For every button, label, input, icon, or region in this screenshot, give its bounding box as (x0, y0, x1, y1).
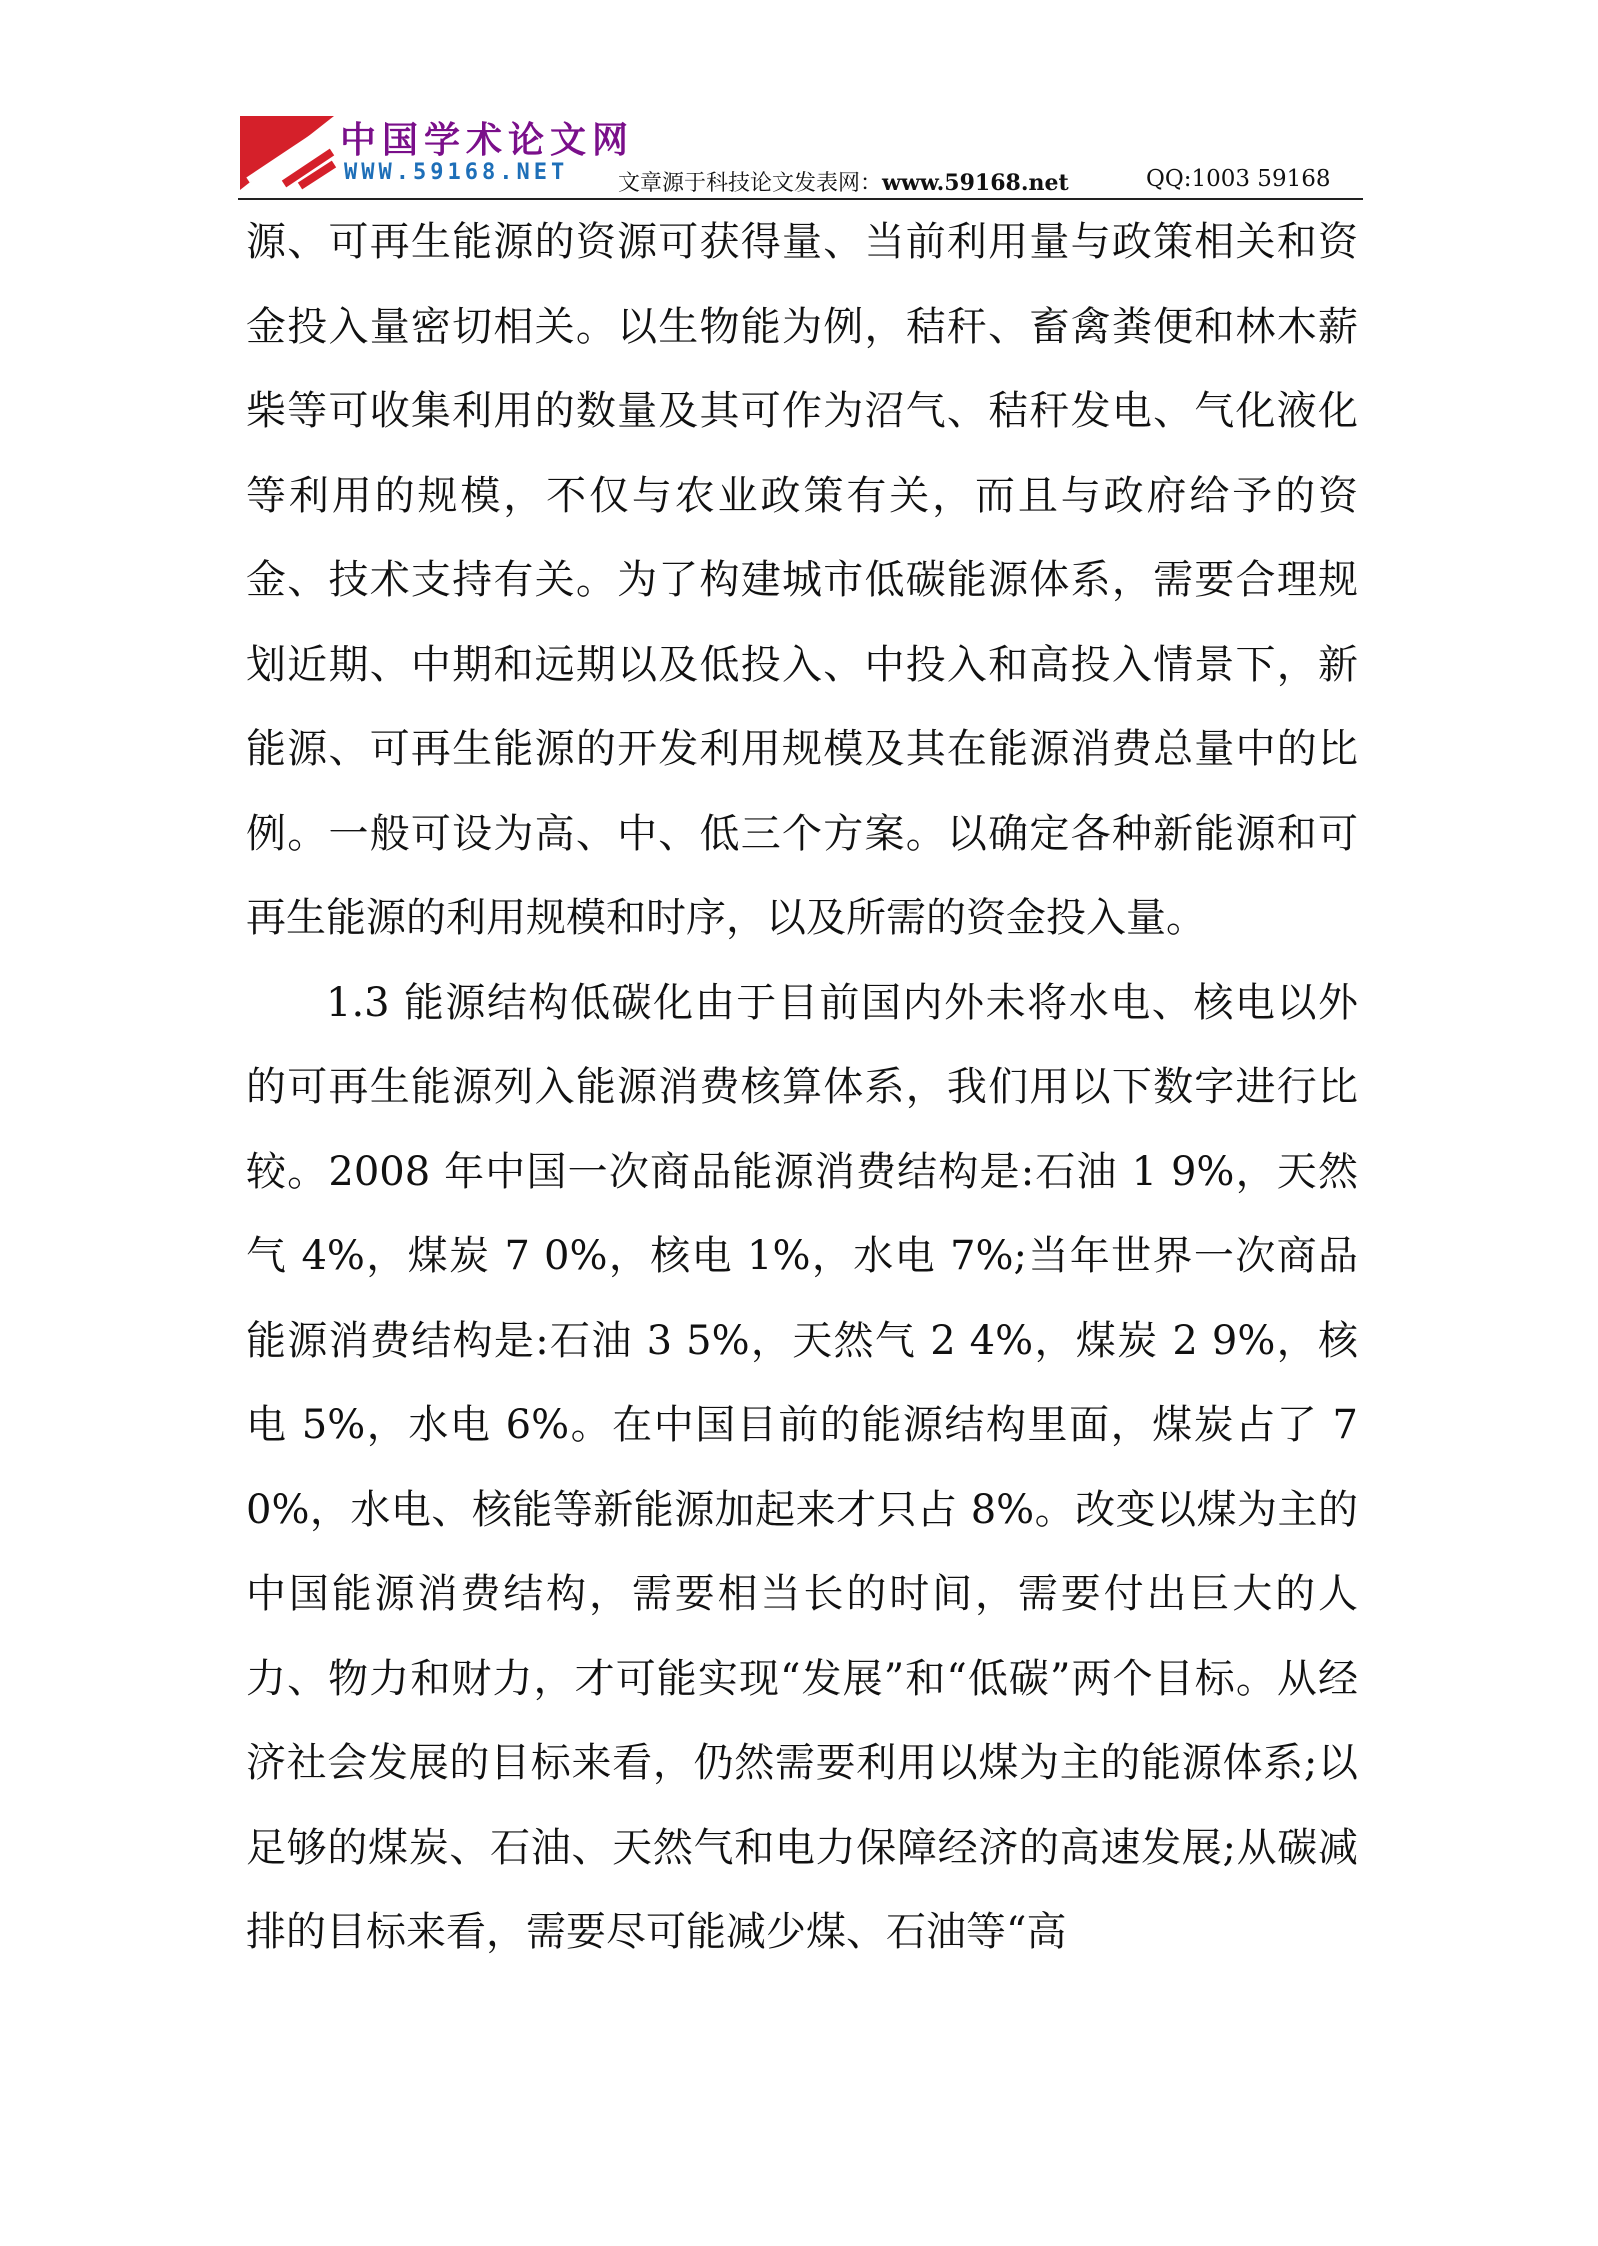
paragraph-energy-structure: 1.3 能源结构低碳化由于目前国内外未将水电、核电以外的可再生能源列入能源消费核算体系，我们用以下数字进行比较。2008 年中国一次商品能源消费结构是:石油 1 9%，天然气 4%，煤炭 7 0%，核电 1%，水电 7%;当年世界一次商品能源消费结构是:石油 3 5%，天然气 2 4%，煤炭 2 9%，核电 5%，水电 6%。在中国目前的能源结构里面，煤炭占了 70%，水电、核能等新能源加起来才只占 8%。改变以煤为主的中国能源消费结构，需要相当长的时间，需要付出巨大的人力、物力和财力，才可能实现“发展”和“低碳”两个目标。从经济社会发展的目标来看，仍然需要利用以煤为主的能源体系;以足够的煤炭、石油、天然气和电力保障经济的高速发展;从碳减排的目标来看，需要尽可能减少煤、石油等“高 (246, 979, 1358, 1955)
logo-emblem-icon (238, 110, 338, 192)
page-header (238, 108, 1363, 200)
source-note (618, 166, 1069, 197)
source-link[interactable]: www.59168.net (882, 170, 1069, 196)
document-body (246, 200, 1358, 1975)
source-label: 文章源于科技论文发表网： (618, 171, 883, 196)
site-logo[interactable] (238, 108, 635, 192)
logo-title: 中国学术论文网 (340, 120, 635, 161)
paragraph: 源、可再生能源的资源可获得量、当前利用量与政策相关和资金投入量密切相关。以生物能为例，秸秆、畜禽粪便和林木薪柴等可收集利用的数量及其可作为沼气、秸秆发电、气化液化等利用的规模，不仅与农业政策有关，而且与政府给予的资金、技术支持有关。为了构建城市低碳能源体系，需要合理规划近期、中期和远期以及低投入、中投入和高投入情景下，新能源、可再生能源的开发利用规模及其在能源消费总量中的比例。一般可设为高、中、低三个方案。以确定各种新能源和可再生能源的利用规模和时序，以及所需的资金投入量。 (246, 219, 1358, 941)
qq-contact: QQ:1003 59168 (1146, 166, 1331, 192)
logo-url: WWW.59168.NET (344, 160, 569, 185)
